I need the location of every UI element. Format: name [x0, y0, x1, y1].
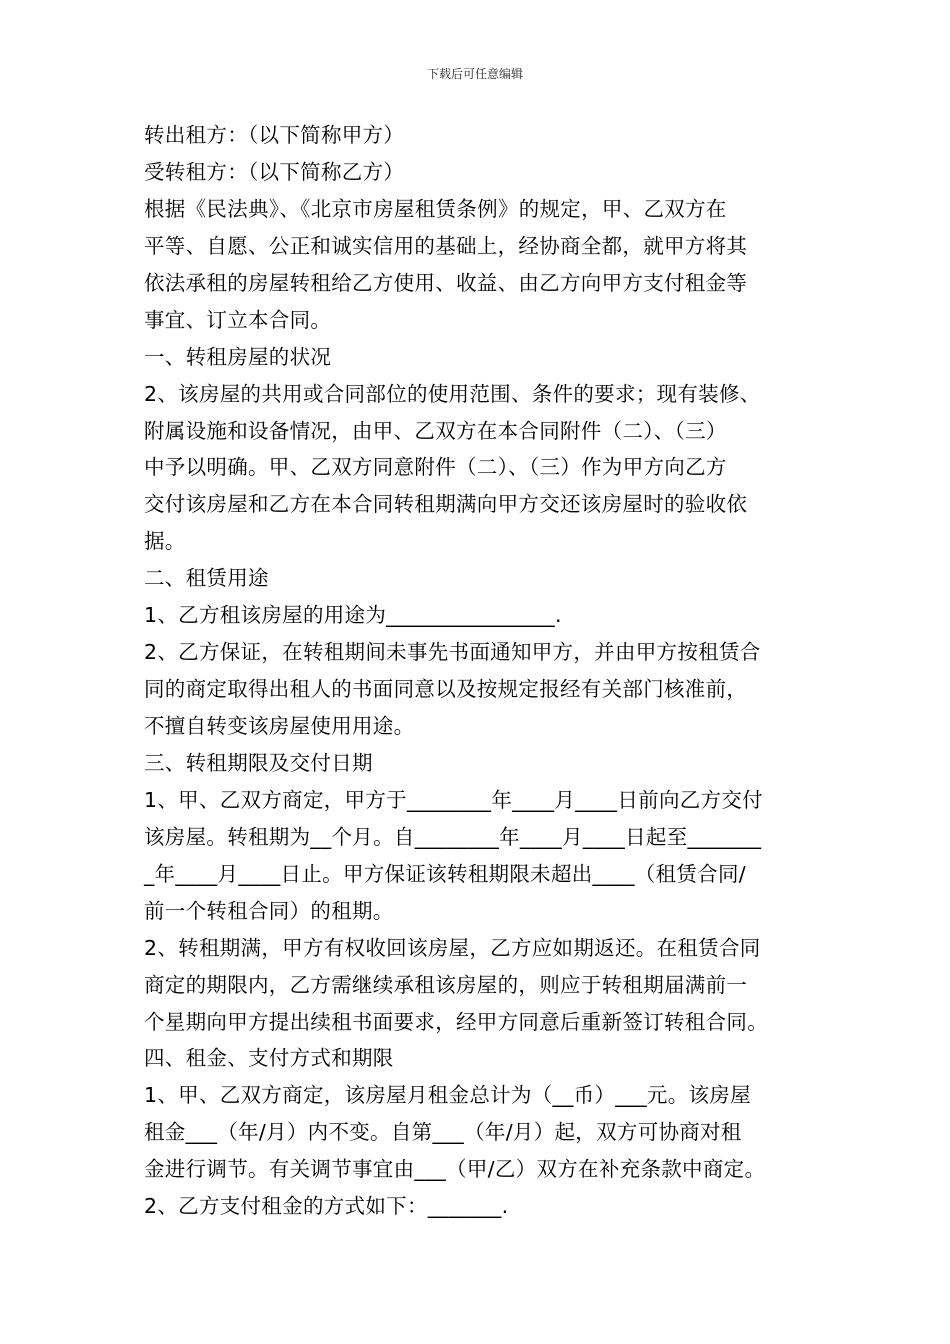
- section-heading: 四、租金、支付方式和期限: [144, 1046, 394, 1071]
- text-line: 转出租方：（以下简称甲方）: [144, 123, 405, 147]
- text-line: 该房屋。转租期为__个月。自________年____月____日起至_______: [144, 824, 762, 849]
- text-line: 附属设施和设备情况，由甲、乙双方在本合同附件（二）、（三）: [144, 418, 727, 443]
- text-line: 同的商定取得出租人的书面同意以及按规定报经有关部门核准前，: [144, 677, 748, 702]
- section-heading: 二、租赁用途: [144, 566, 269, 591]
- section-heading: 一、转租房屋的状况: [144, 344, 332, 369]
- text-line: 1、甲、乙双方商定，该房屋月租金总计为（__币）___元。该房屋: [144, 1083, 751, 1108]
- section-heading: 三、转租期限及交付日期: [144, 750, 373, 775]
- text-line: 1、乙方租该房屋的用途为________________.: [144, 603, 562, 628]
- text-line: 平等、自愿、公正和诚实信用的基础上，经协商全都，就甲方将其: [144, 233, 748, 258]
- text-line: 2、乙方保证，在转租期间未事先书面通知甲方，并由甲方按租赁合: [144, 640, 761, 665]
- text-line: 依法承租的房屋转租给乙方使用、收益、由乙方向甲方支付租金等: [144, 270, 748, 295]
- page-header-note: 下载后可任意编辑: [426, 67, 523, 81]
- text-line: 2、乙方支付租金的方式如下：_______.: [144, 1194, 509, 1219]
- text-line: 不擅自转变该房屋使用用途。: [144, 714, 415, 738]
- text-line: 前一个转租合同）的租期。: [144, 898, 394, 923]
- text-line: 交付该房屋和乙方在本合同转租期满向甲方交还该房屋时的验收依: [144, 492, 748, 517]
- text-line: 事宜、订立本合同。: [144, 307, 332, 332]
- text-line: 2、该房屋的共用或合同部位的使用范围、条件的要求；现有装修、: [144, 381, 761, 406]
- text-line: 中予以明确。甲、乙双方同意附件（二）、（三）作为甲方向乙方: [144, 455, 727, 480]
- text-line: 租金___（年/月）内不变。自第___（年/月）起，双方可协商对租: [144, 1120, 742, 1145]
- text-line: _年____月____日止。甲方保证该转租期限未超出____（租赁合同/: [144, 861, 746, 886]
- text-line: 个星期向甲方提出续租书面要求，经甲方同意后重新签订转租合同。: [144, 1009, 768, 1034]
- text-line: 受转租方：（以下简称乙方）: [144, 159, 405, 184]
- text-line: 2、转租期满，甲方有权收回该房屋，乙方应如期返还。在租赁合同: [144, 935, 761, 960]
- text-line: 1、甲、乙双方商定，甲方于________年____月____日前向乙方交付: [144, 787, 763, 812]
- text-line: 商定的期限内，乙方需继续承租该房屋的，则应于转租期届满前一: [144, 972, 748, 997]
- text-line: 据。: [144, 529, 186, 554]
- document-body: [144, 117, 810, 1225]
- text-line: 根据《民法典》、《北京市房屋租赁条例》的规定，甲、乙双方在: [144, 196, 727, 221]
- text-line: 金进行调节。有关调节事宜由___（甲/乙）双方在补充条款中商定。: [144, 1157, 766, 1182]
